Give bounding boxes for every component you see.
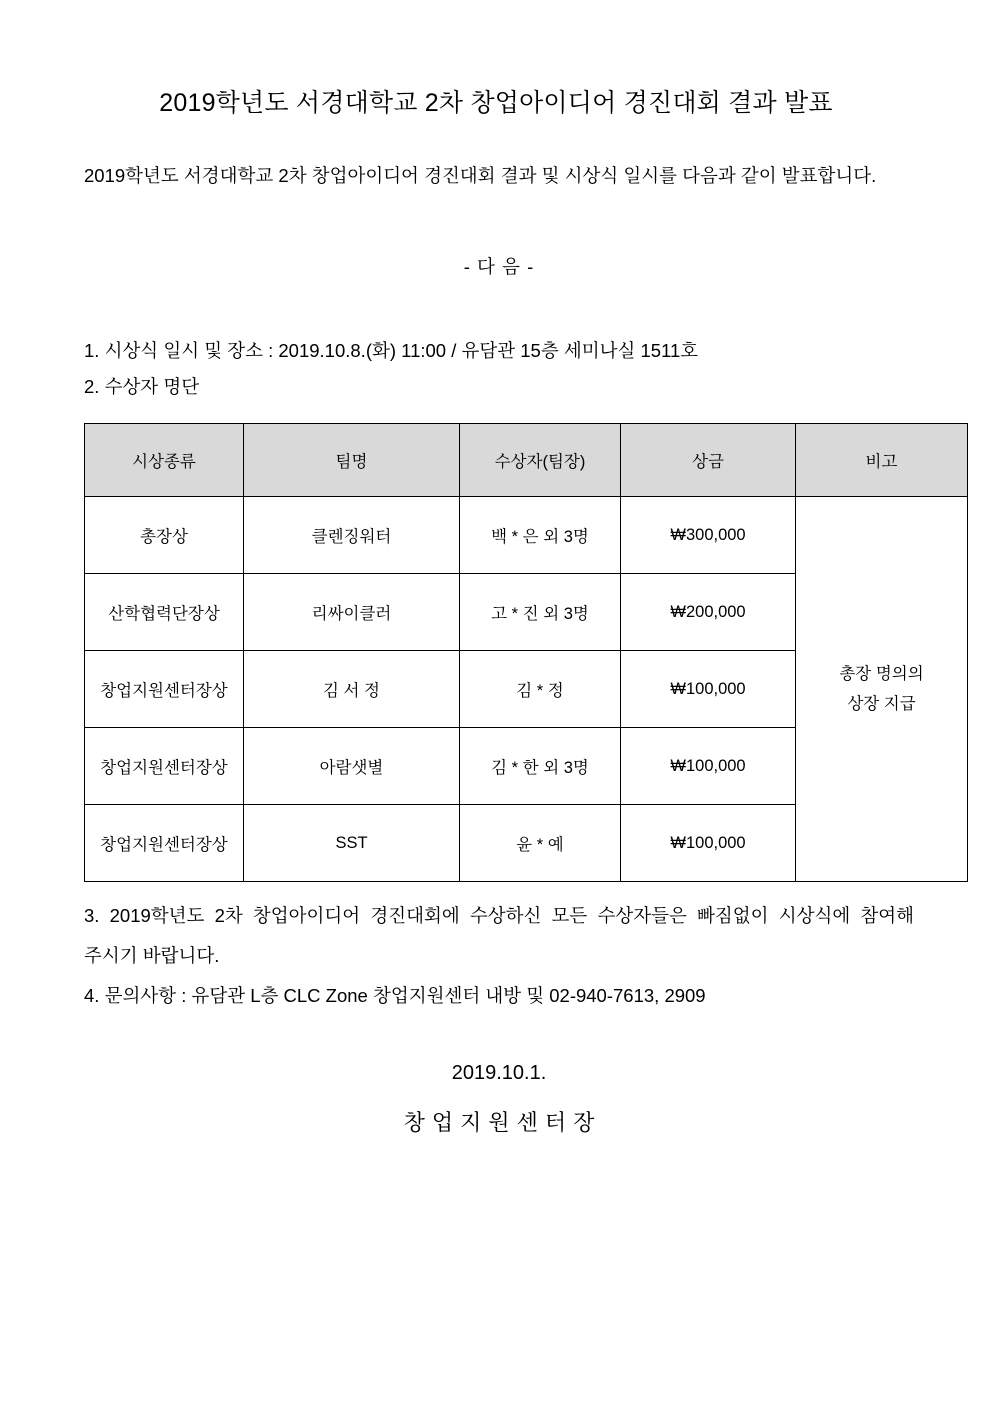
cell-team-name: 김 서 정 bbox=[244, 651, 460, 728]
table-header-row bbox=[85, 424, 968, 497]
numbered-items bbox=[84, 281, 914, 405]
cell-award-kind: 창업지원센터장상 bbox=[85, 728, 244, 805]
remarks-line-2: 상장 지급 bbox=[847, 695, 916, 714]
footer-date: 2019.10.1. bbox=[451, 1062, 547, 1085]
cell-prize: ₩300,000 bbox=[621, 497, 796, 574]
cell-winner: 김 * 한 외 3명 bbox=[460, 728, 621, 805]
cell-team-name: 리싸이클러 bbox=[244, 574, 460, 651]
footer-organization: 창업지원센터장 bbox=[403, 1110, 602, 1136]
column-header-award-kind: 시상종류 bbox=[85, 424, 244, 497]
cell-team-name: SST bbox=[244, 805, 460, 882]
cell-winner: 윤 * 예 bbox=[460, 805, 621, 882]
table-header bbox=[85, 424, 968, 497]
document-content bbox=[0, 119, 992, 1140]
column-header-winner: 수상자(팀장) bbox=[460, 424, 621, 497]
cell-award-kind: 창업지원센터장상 bbox=[85, 805, 244, 882]
item-winner-list-label: 2. 수상자 명단 bbox=[84, 376, 200, 398]
award-table bbox=[84, 423, 968, 882]
award-table-container bbox=[84, 405, 924, 882]
column-header-remarks: 비고 bbox=[796, 424, 968, 497]
page-title: 2019학년도 서경대학교 2차 창업아이디어 경진대회 결과 발표 bbox=[159, 89, 833, 117]
cell-prize: ₩100,000 bbox=[621, 805, 796, 882]
column-header-team-name: 팀명 bbox=[244, 424, 460, 497]
cell-award-kind: 산학협력단장상 bbox=[85, 574, 244, 651]
cell-team-name: 클렌징워터 bbox=[244, 497, 460, 574]
document-footer bbox=[84, 1016, 914, 1140]
remarks-line-1: 총장 명의의 bbox=[839, 665, 924, 684]
note-contact-info: 4. 문의사항 : 유담관 L층 CLC Zone 창업지원센터 내방 및 02-940-7613, 2909 bbox=[84, 985, 706, 1007]
cell-winner: 백 * 은 외 3명 bbox=[460, 497, 621, 574]
cell-prize: ₩100,000 bbox=[621, 728, 796, 805]
cell-award-kind: 창업지원센터장상 bbox=[85, 651, 244, 728]
trailing-notes bbox=[84, 882, 914, 1016]
next-section-label: - 다 음 - bbox=[463, 256, 535, 278]
cell-prize: ₩200,000 bbox=[621, 574, 796, 651]
cell-award-kind: 총장상 bbox=[85, 497, 244, 574]
cell-prize: ₩100,000 bbox=[621, 651, 796, 728]
table-row bbox=[85, 497, 968, 574]
cell-remarks-merged bbox=[796, 497, 968, 882]
cell-winner: 김 * 정 bbox=[460, 651, 621, 728]
cell-team-name: 아람샛별 bbox=[244, 728, 460, 805]
cell-winner: 고 * 진 외 3명 bbox=[460, 574, 621, 651]
column-header-prize: 상금 bbox=[621, 424, 796, 497]
table-body bbox=[85, 497, 968, 882]
note-attendance-request: 3. 2019학년도 2차 창업아이디어 경진대회에 수상하신 모든 수상자들은 빠짐없이 시상식에 참여해 주시기 바랍니다. bbox=[84, 905, 914, 967]
intro-paragraph: 2019학년도 서경대학교 2차 창업아이디어 경진대회 결과 및 시상식 일시를 다음과 같이 발표합니다. bbox=[84, 165, 877, 187]
item-ceremony-datetime-location: 1. 시상식 일시 및 장소 : 2019.10.8.(화) 11:00 / 유담관 15층 세미나실 1511호 bbox=[84, 340, 699, 362]
